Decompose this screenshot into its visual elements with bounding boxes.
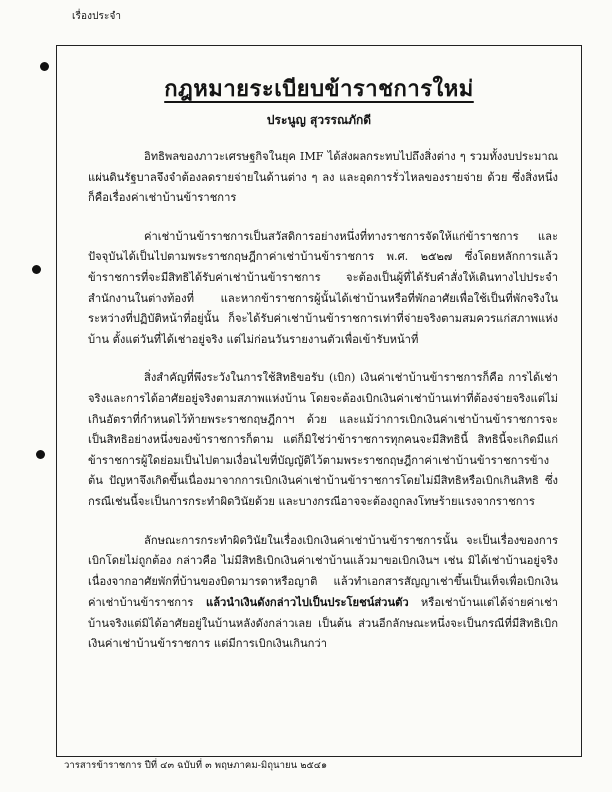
- punch-hole-middle: [32, 265, 41, 274]
- paragraph-3: สิ่งสำคัญที่พึงระวังในการใช้สิทธิขอรับ (เบิก) เงินค่าเช่าบ้านข้าราชการก็คือ การได้เช่าจริงและการได้อาศัยอยู่จริงตามสภาพแห่งบ้าน โดยจะต้องเบิกเงินค่าเช่าบ้านเท่าที่ต้องจ่ายจริงแต่ไม่เกินอัตราที่กำหนดไว้ท้ายพระราชกฤษฎีกาฯ ด้วย และแม้ว่าการเบิกเงินค่าเช่าบ้านข้าราชการจะเป็นสิทธิอย่างหนึ่งของข้าราชการก็ตาม แต่ก็มิใช่ว่าข้าราชการทุกคนจะมีสิทธินี้ สิทธินี้จะเกิดมีแก่ข้าราชการผู้ใดย่อมเป็นไปตามเงื่อนไขที่บัญญัติไว้ตามพระราชกฤษฎีกาค่าเช่าบ้านข้าราชการข้างต้น ปัญหาจึงเกิดขึ้นเนื่องมาจากการเบิกเงินค่าเช่าบ้านข้าราชการโดยไม่มีสิทธิหรือเบิกเกินสิทธิ ซึ่งกรณีเช่นนี้จะเป็นการกระทำผิดวินัยด้วย และบางกรณีอาจจะต้องถูกลงโทษร้ายแรงจากราชการ: [88, 371, 558, 508]
- article-author: ประนูญ สุวรรณภักดี: [266, 113, 372, 127]
- article-title: กฎหมายระเบียบข้าราชการใหม่: [164, 76, 474, 102]
- section-tag: เรื่องประจำ: [72, 11, 122, 22]
- paragraph-4-text: ลักษณะการกระทำผิดวินัยในเรื่องเบิกเงินค่าเช่าบ้านข้าราชการนั้น จะเป็นเรื่องของการเบิกโดยไม่ถูกต้อง กล่าวคือ ไม่มีสิทธิเบิกเงินค่าเช่าบ้านแล้วมาขอเบิกเงินฯ เช่น มิได้เช่าบ้านอยู่จริง เนื่องจากอาศัยพักที่บ้านของบิดามารดาหรือญาติ แล้วทำเอกสารสัญญาเช่าขึ้นเป็นเท็จเพื่อเบิกเงินค่าเช่าบ้านข้าราชการ: [88, 533, 558, 610]
- paragraph-4-tail: หรือเช่าบ้านแต่ได้จ่ายค่าเช่าบ้านจริงแต่มิได้อาศัยอยู่ในบ้านหลังดังกล่าวเลย เป็นต้น ส่วนอีกลักษณะหนึ่งจะเป็นกรณีที่มีสิทธิเบิกเงินค่าเช่าบ้านข้าราชการ แต่มีการเบิกเงินเกินกว่า: [88, 596, 558, 651]
- punch-hole-top: [40, 62, 49, 71]
- paragraph-4: [88, 531, 558, 656]
- paragraph-2: ค่าเช่าบ้านข้าราชการเป็นสวัสดิการอย่างหนึ่งที่ทางราชการจัดให้แก่ข้าราชการ และปัจจุบันได้เป็นไปตามพระราชกฤษฎีกาค่าเช่าบ้านข้าราชการ พ.ศ. ๒๕๒๗ ซึ่งโดยหลักการแล้ว ข้าราชการที่จะมีสิทธิได้รับค่าเช่าบ้านข้าราชการ จะต้องเป็นผู้ที่ได้รับคำสั่งให้เดินทางไปประจำสำนักงานในต่างท้องที่ และหากข้าราชการผู้นั้นได้เช่าบ้านหรือที่พักอาศัยเพื่อใช้เป็นที่พักจริงในระหว่างที่ปฏิบัติหน้าที่อยู่นั้น ก็จะได้รับค่าเช่าบ้านข้าราชการเท่าที่จ่ายจริงตามสมควรแก่สภาพแห่งบ้าน ตั้งแต่วันที่ได้เช่าอยู่จริง แต่ไม่ก่อนวันรายงานตัวเพื่อเข้ารับหน้าที่: [88, 229, 558, 346]
- paragraph-4-bold: แล้วนำเงินดังกล่าวไปเป็นประโยชน์ส่วนตัว: [193, 595, 409, 610]
- paragraph-1: อิทธิพลของภาวะเศรษฐกิจในยุค IMF ได้ส่งผลกระทบไปถึงสิ่งต่าง ๆ รวมทั้งงบประมาณแผ่นดินรัฐบาลจึงจำต้องลดรายจ่ายในด้านต่าง ๆ ลง และอุดการรั่วไหลของรายจ่าย ด้วย ซึ่งสิ่งหนึ่งก็คือเรื่องค่าเช่าบ้านข้าราชการ: [88, 150, 558, 205]
- punch-hole-bottom: [36, 450, 45, 459]
- article-body: [88, 147, 558, 655]
- journal-footer: วารสารข้าราชการ ปีที่ ๔๓ ฉบับที่ ๓ พฤษภาคม-มิถุนายน ๒๕๔๑: [64, 760, 328, 771]
